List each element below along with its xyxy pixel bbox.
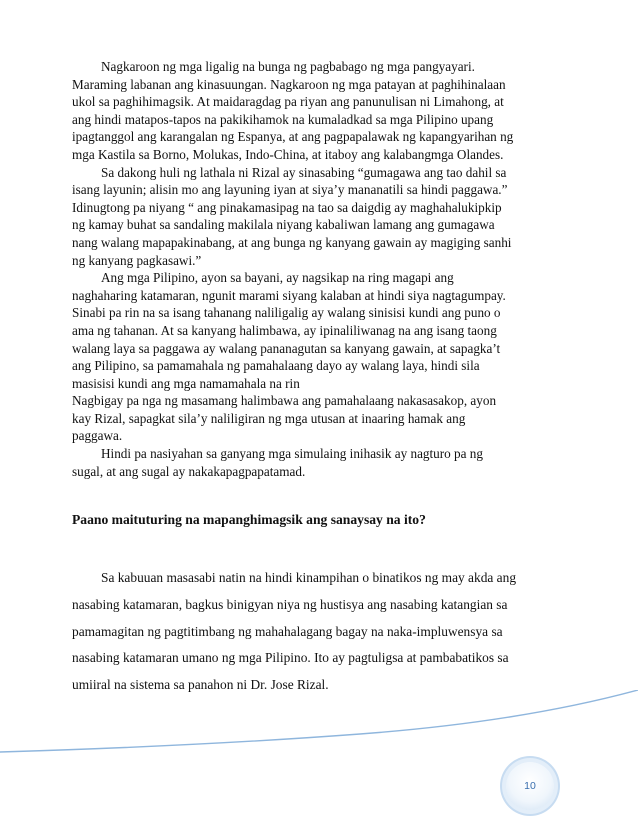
paragraph-line: ipagtanggol ang karangalan ng Espanya, at ang pagpapalawak ng kapangyarihan ng — [72, 129, 514, 145]
summary-line: nasabing katamaran umano ng mga Pilipino. Ito ay pagtuligsa at pambabatikos sa — [72, 650, 509, 666]
page-number-badge — [506, 762, 554, 810]
paragraph-line: Idinugtong pa niyang “ ang pinakamasipag na tao sa daigdig ay maghahalukipkip — [72, 199, 502, 215]
paragraph-line: isang layunin; alisin mo ang layuning iyan at siya’y mananatili sa hindi paggawa.” — [72, 182, 508, 198]
paragraph-line: masisisi kundi ang mga namamahala na rin — [72, 375, 300, 391]
paragraph-line: Nagkaroon ng mga ligalig na bunga ng pagbabago ng mga pangyayari. — [101, 59, 475, 74]
paragraph-line: Nagbigay pa nga ng masamang halimbawa ang pamahalaang nakasasakop, ayon — [72, 393, 497, 409]
paragraph-line: walang laya sa paggawa ay walang pananagutan sa kanyang gawain, at sapagka’t — [72, 340, 501, 356]
summary-line: nasabing katamaran, bagkus binigyan niya ng hustisya ang nasabing katangian sa — [72, 596, 508, 612]
paragraph-line: ng kamay buhat sa sandaling makilala niyang kabaliwan lamang ang gumagawa — [72, 217, 495, 233]
footer-decorative-line — [0, 690, 638, 770]
summary-line: Sa kabuuan masasabi natin na hindi kinampihan o binatikos ng may akda ang — [101, 570, 517, 585]
paragraph-line: ukol sa paghihimagsik. At maidaragdag pa riyan ang panunulisan ni Limahong, at — [72, 94, 504, 110]
page-number: 10 — [524, 780, 536, 792]
paragraph-line: nang walang mapapakinabang, at ang bunga ng kanyang gawain ay magiging sanhi — [72, 234, 512, 250]
paragraph-line: Hindi pa nasiyahan sa ganyang mga simulaing inihasik ay nagturo pa ng — [101, 446, 483, 462]
summary-text — [72, 565, 572, 699]
paragraph-line: Sinabi pa rin na sa isang tahanang naliligalig ay walang sinisisi kundi ang puno o — [72, 305, 501, 321]
paragraph-line: naghaharing katamaran, ngunit marami siyang kalaban at hindi siya nagtagumpay. — [72, 287, 506, 303]
body-text — [72, 58, 572, 480]
section-heading: Paano maituturing na mapanghimagsik ang sanaysay na ito? — [72, 512, 426, 527]
paragraph-line: sugal, at ang sugal ay nakakapagpapatamad. — [72, 463, 306, 479]
paragraph-line: Ang mga Pilipino, ayon sa bayani, ay nagsikap na ring magapi ang — [101, 270, 454, 286]
summary-line: umiiral na sistema sa panahon ni Dr. Jose Rizal. — [72, 677, 329, 693]
paragraph-line: paggawa. — [72, 428, 123, 444]
summary-line: pamamagitan ng pagtitimbang ng mahahalagang bagay na naka-impluwensya sa — [72, 623, 503, 639]
paragraph-line: ama ng tahanan. At sa kanyang halimbawa, ay ipinaliliwanag na ang isang taong — [72, 322, 497, 338]
paragraph-line: ang hindi matapos-tapos na pakikihamok na kumaladkad sa mga Pilipino upang — [72, 111, 494, 127]
paragraph-line: kay Rizal, sapagkat sila’y naliligiran ng mga utusan at inaaring hamak ang — [72, 410, 466, 426]
paragraph-line: Sa dakong huli ng lathala ni Rizal ay sinasabing “gumagawa ang tao dahil sa — [101, 164, 507, 180]
paragraph-line: ng kanyang pagkasawi.” — [72, 252, 202, 268]
paragraph-line: Maraming labanan ang kinasuungan. Nagkaroon ng mga patayan at paghihinalaan — [72, 76, 506, 92]
paragraph-line: ang Pilipino, sa pamamahala ng pamahalaang dayo ay walang laya, hindi sila — [72, 358, 480, 374]
paragraph-line: mga Kastila sa Borno, Molukas, Indo-China, at itaboy ang kalabangmga Olandes. — [72, 146, 504, 162]
